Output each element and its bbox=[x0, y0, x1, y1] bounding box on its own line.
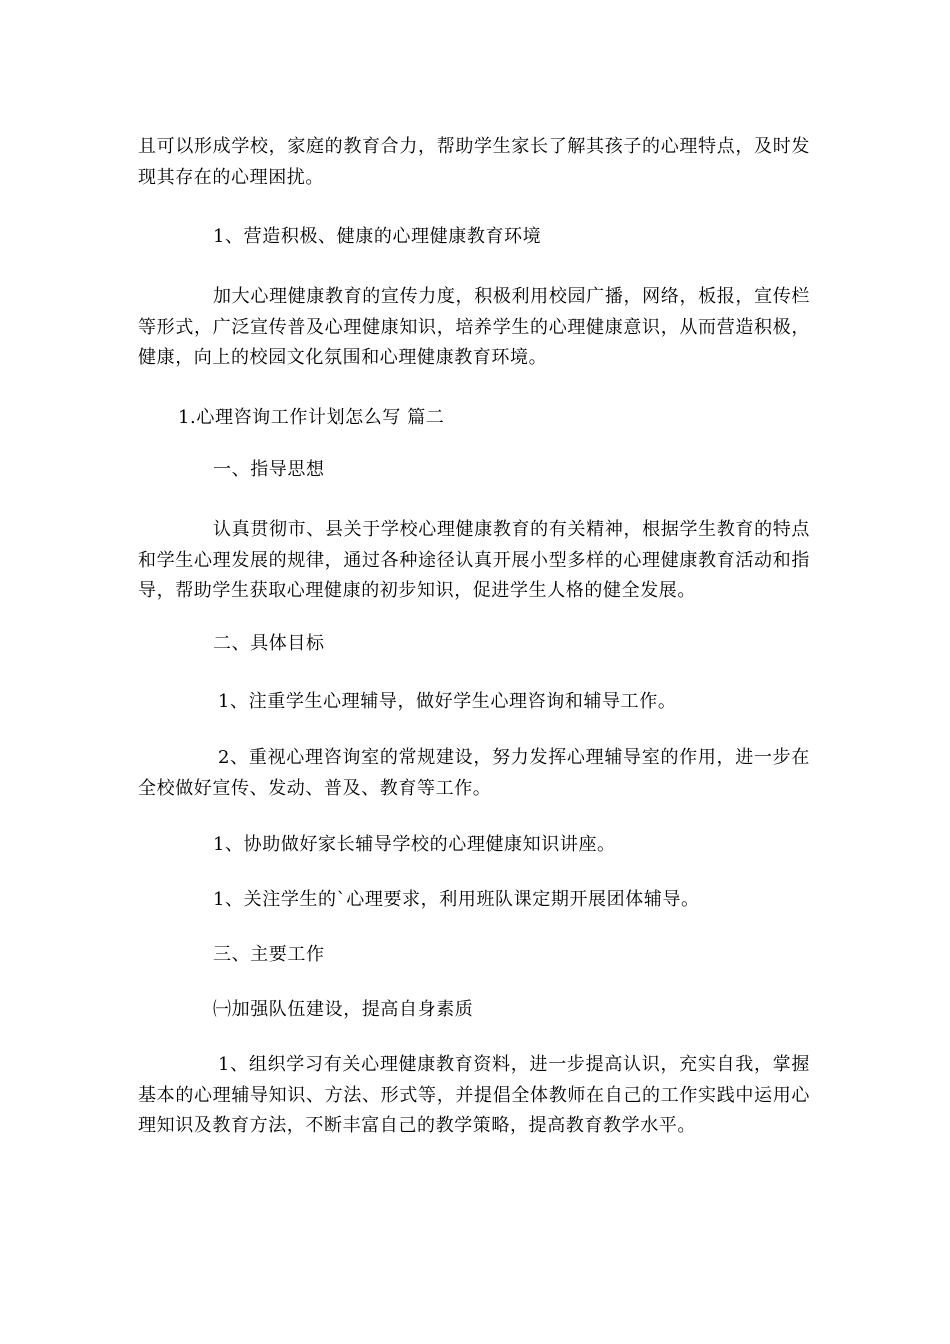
goal-item-3: 1、协助做好家长辅导学校的心理健康知识讲座。 bbox=[213, 834, 616, 855]
heading-main-work: 三、主要工作 bbox=[213, 944, 325, 965]
paragraph-guiding-thought: 认真贯彻市、县关于学校心理健康教育的有关精神，根据学生教育的特点和学生心理发展的规律，通过各种途径认真开展小型多样的心理健康教育活动和指导，帮助学生获取心理健康的初步知识，促进学生人格的健全发展。 bbox=[138, 519, 810, 601]
paragraph-continuation: 且可以形成学校，家庭的教育合力，帮助学生家长了解其孩子的心理特点，及时发现其存在的心理困扰。 bbox=[138, 136, 810, 188]
heading-specific-goals: 二、具体目标 bbox=[213, 633, 325, 654]
work-item-1: 1、组织学习有关心理健康教育资料，进一步提高认识，充实自我，掌握基本的心理辅导知识、方法、形式等，并提倡全体教师在自己的工作实践中运用心理知识及教育方法，不断丰富自己的教学策略，提高教育教学水平。 bbox=[138, 1054, 810, 1136]
subheading-team-building: ㈠加强队伍建设，提高自身素质 bbox=[213, 999, 474, 1020]
section-title-part-two: 1.心理咨询工作计划怎么写 篇二 bbox=[178, 407, 445, 428]
heading-environment: 1、营造积极、健康的心理健康教育环境 bbox=[213, 226, 542, 247]
goal-item-1: 1、注重学生心理辅导，做好学生心理咨询和辅导工作。 bbox=[218, 691, 677, 712]
goal-item-4: 1、关注学生的`心理要求，利用班队课定期开展团体辅导。 bbox=[213, 889, 700, 910]
goal-item-2: 2、重视心理咨询室的常规建设，努力发挥心理辅导室的作用，进一步在全校做好宣传、发动、普及、教育等工作。 bbox=[138, 747, 810, 799]
heading-guiding-thought: 一、指导思想 bbox=[213, 459, 325, 480]
paragraph-publicity: 加大心理健康教育的宣传力度，积极利用校园广播，网络，板报，宣传栏等形式，广泛宣传普及心理健康知识，培养学生的心理健康意识，从而营造积极，健康，向上的校园文化氛围和心理健康教育环境。 bbox=[138, 286, 810, 368]
